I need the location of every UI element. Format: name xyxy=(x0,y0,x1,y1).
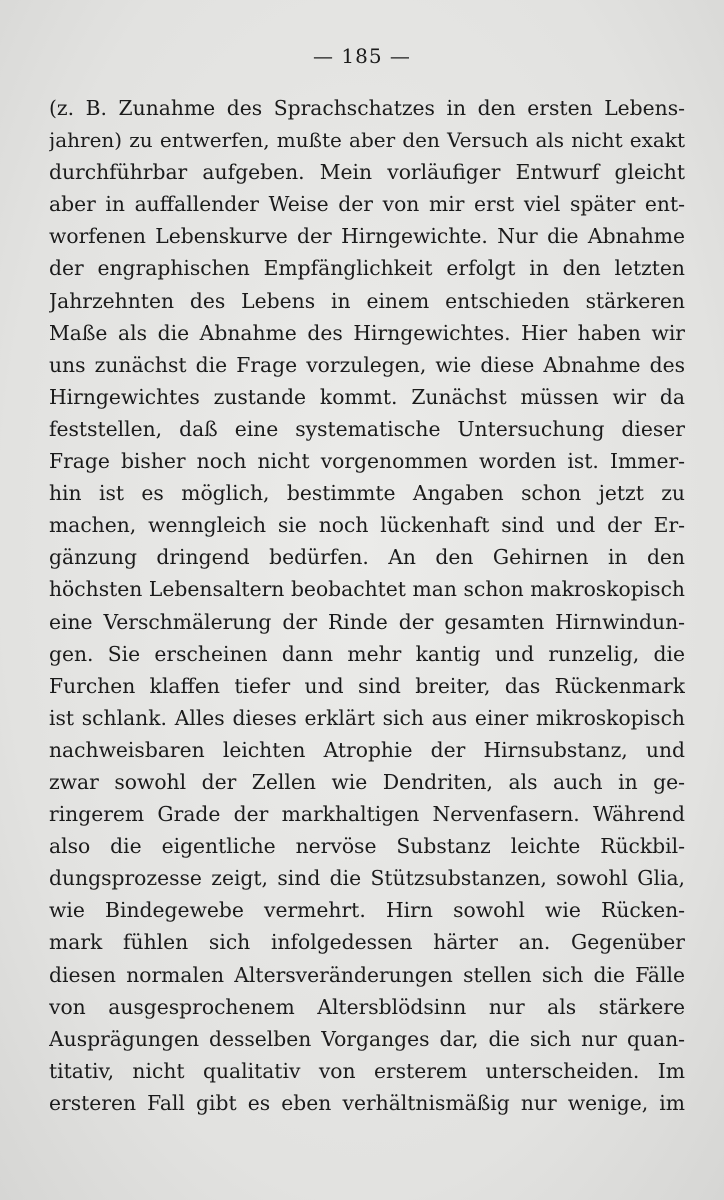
text-line: uns zunächst die Frage vorzulegen, wie diese Abnahme des xyxy=(49,352,685,377)
text-line: zwar sowohl der Zellen wie Dendriten, als auch in ge- xyxy=(49,769,685,794)
text-line: eine Verschmälerung der Rinde der gesamten Hirnwindun- xyxy=(49,609,685,634)
text-line: Hirngewichtes zustande kommt. Zunächst müssen wir da xyxy=(49,384,685,409)
text-line: dungsprozesse zeigt, sind die Stützsubstanzen, sowohl Glia, xyxy=(49,866,685,891)
text-line: ist schlank. Alles dieses erklärt sich aus einer mikroskopisch xyxy=(49,705,685,730)
text-line: Frage bisher noch nicht vorgenommen worden ist. Immer- xyxy=(49,449,685,474)
text-line: titativ, nicht qualitativ von ersterem unterscheiden. Im xyxy=(49,1058,685,1083)
text-line: also die eigentliche nervöse Substanz leichte Rückbil- xyxy=(49,834,685,859)
text-line: ringerem Grade der markhaltigen Nervenfasern. Während xyxy=(49,802,685,827)
text-line: hin ist es möglich, bestimmte Angaben schon jetzt zu xyxy=(49,481,685,506)
text-line: mark fühlen sich infolgedessen härter an. Gegenüber xyxy=(49,930,685,955)
text-line: gänzung dringend bedürfen. An den Gehirnen in den xyxy=(49,545,685,570)
text-line: (z. B. Zunahme des Sprachschatzes in den ersten Lebens- xyxy=(49,96,685,120)
text-line: machen, wenngleich sie noch lückenhaft sind und der Er- xyxy=(49,513,685,538)
text-line: ersteren Fall gibt es eben verhältnismäßig nur wenige, im xyxy=(49,1090,685,1115)
text-line: jahren) zu entwerfen, mußte aber den Versuch als nicht exakt xyxy=(49,128,685,153)
body-text xyxy=(49,92,685,1119)
page-number-header: — 185 — xyxy=(313,44,411,68)
text-line: feststellen, daß eine systematische Untersuchung dieser xyxy=(49,416,685,441)
text-line: worfenen Lebenskurve der Hirngewichte. Nur die Abnahme xyxy=(49,224,685,249)
text-line: durchführbar aufgeben. Mein vorläufiger Entwurf gleicht xyxy=(49,160,685,185)
text-line: Jahrzehnten des Lebens in einem entschieden stärkeren xyxy=(49,288,685,313)
text-line: gen. Sie erscheinen dann mehr kantig und runzelig, die xyxy=(49,641,685,666)
text-line: nachweisbaren leichten Atrophie der Hirnsubstanz, und xyxy=(49,737,685,762)
text-line: Ausprägungen desselben Vorganges dar, die sich nur quan- xyxy=(49,1026,685,1051)
text-line: Furchen klaffen tiefer und sind breiter, das Rückenmark xyxy=(49,673,685,698)
text-line: wie Bindegewebe vermehrt. Hirn sowohl wie Rücken- xyxy=(49,898,685,923)
text-line: Maße als die Abnahme des Hirngewichtes. Hier haben wir xyxy=(49,320,685,345)
text-line: diesen normalen Altersveränderungen stellen sich die Fälle xyxy=(49,962,685,987)
text-line: von ausgesprochenem Altersblödsinn nur als stärkere xyxy=(49,994,685,1019)
text-line: der engraphischen Empfänglichkeit erfolgt in den letzten xyxy=(49,256,685,281)
text-line: aber in auffallender Weise der von mir erst viel später ent- xyxy=(49,192,685,217)
text-line: höchsten Lebensaltern beobachtet man schon makroskopisch xyxy=(49,577,685,602)
